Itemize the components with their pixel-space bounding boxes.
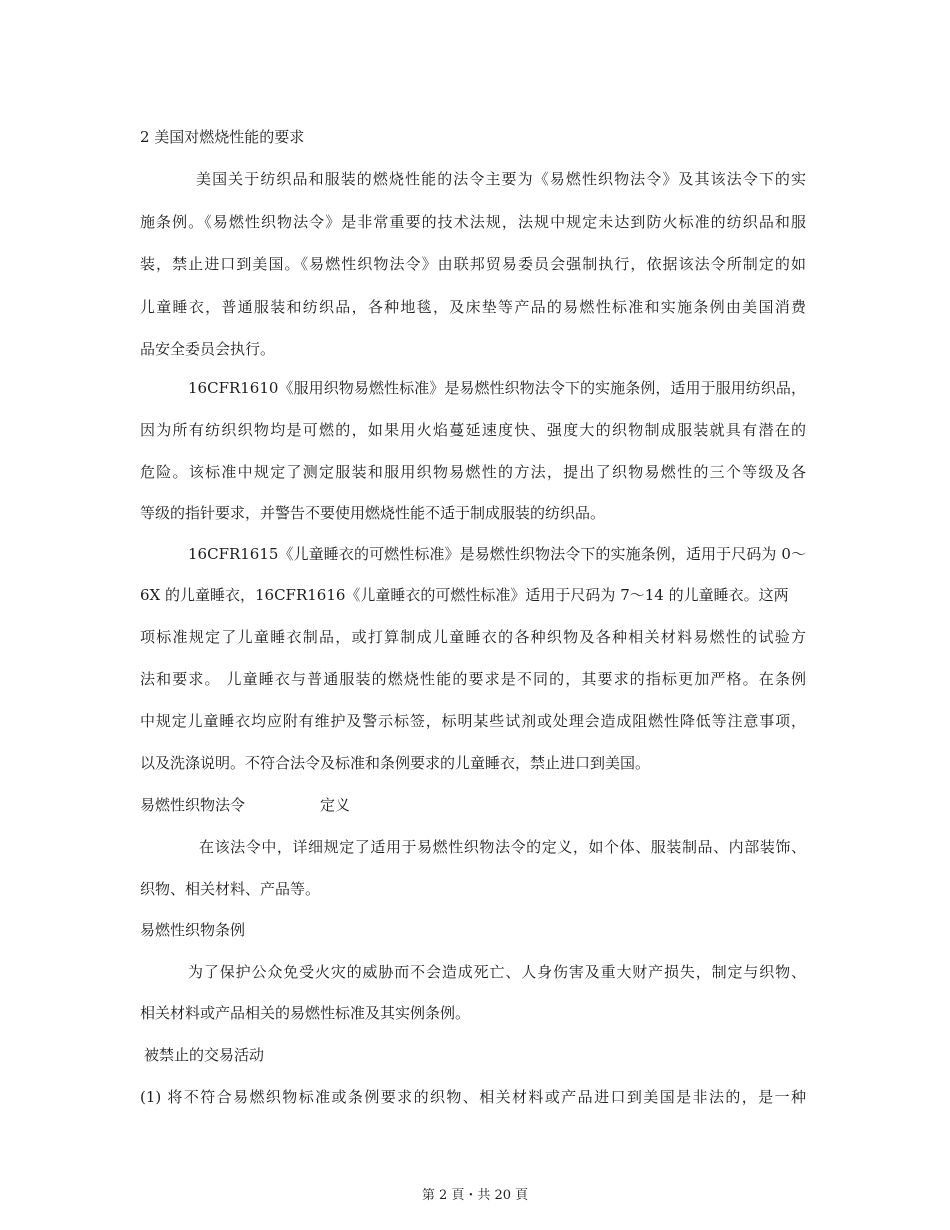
paragraph-line: 为了保护公众免受火灾的威胁而不会造成死亡、人身伤害及重大财产损失，制定与织物、 [188, 963, 806, 981]
paragraph-line: 织物、相关材料、产品等。 [140, 880, 321, 898]
paragraph-line: 因为所有纺织织物均是可燃的，如果用火焰蔓延速度快、强度大的织物制成服装就具有潜在的 [140, 421, 806, 439]
paragraph-line: 儿童睡衣，普通服装和纺织品，各种地毯，及床垫等产品的易燃性标准和实施条例由美国消费 [140, 298, 806, 316]
paragraph-line: 中规定儿童睡衣均应附有维护及警示标签，标明某些试剂或处理会造成阻燃性降低等注意事项， [140, 712, 806, 730]
paragraph-line: 16CFR1610《服用织物易燃性标准》是易燃性织物法令下的实施条例，适用于服用纺织品， [188, 379, 806, 397]
paragraph-line: 法和要求。 儿童睡衣与普通服装的燃烧性能的要求是不同的，其要求的指标更加严格。在条例 [140, 670, 806, 688]
page-footer: 第 2 頁・共 20 頁 [421, 1188, 529, 1203]
paragraph-line: 以及洗涤说明。不符合法令及标准和条例要求的儿童睡衣，禁止进口到美国。 [140, 754, 651, 772]
subheading-flammable-fabrics-act: 易燃性织物法令 [140, 796, 246, 814]
paragraph-line: 美国关于纺织品和服装的燃烧性能的法令主要为《易燃性织物法令》及其该法令下的实 [196, 170, 806, 188]
subheading-prohibited-transactions: 被禁止的交易活动 [144, 1046, 265, 1064]
subheading-flammable-fabrics-regulations: 易燃性织物条例 [140, 921, 246, 939]
paragraph-line: 等级的指针要求，并警告不要使用燃烧性能不适于制成服装的纺织品。 [140, 504, 606, 522]
paragraph-line: 相关材料或产品相关的易燃性标准及其实例条例。 [140, 1004, 471, 1022]
section-heading: 2 美国对燃烧性能的要求 [140, 128, 305, 146]
paragraph-line: 6X 的儿童睡衣，16CFR1616《儿童睡衣的可燃性标准》适用于尺码为 7～14 的儿童睡衣。这两 [140, 586, 789, 604]
paragraph-line: 品安全委员会执行。 [140, 340, 276, 358]
paragraph-line: 项标准规定了儿童睡衣制品，或打算制成儿童睡衣的各种织物及各种相关材料易燃性的试验方 [140, 628, 806, 646]
paragraph-line: 16CFR1615《儿童睡衣的可燃性标准》是易燃性织物法令下的实施条例，适用于尺码为 0～ [188, 545, 806, 563]
paragraph-line: 在该法令中，详细规定了适用于易燃性织物法令的定义，如个体、服装制品、内部装饰、 [199, 838, 806, 856]
paragraph-line: 施条例。《易燃性织物法令》是非常重要的技术法规，法规中规定未达到防火标准的纺织品和服 [140, 213, 806, 231]
paragraph-line: (1) 将不符合易燃织物标准或条例要求的织物、相关材料或产品进口到美国是非法的，是一种 [140, 1088, 806, 1106]
paragraph-line: 危险。该标准中规定了测定服装和服用织物易燃性的方法，提出了织物易燃性的三个等级及各 [140, 463, 806, 481]
paragraph-line: 装，禁止进口到美国。《易燃性织物法令》由联邦贸易委员会强制执行，依据该法令所制定的如 [140, 255, 806, 273]
subheading-definition: 定义 [320, 796, 351, 814]
